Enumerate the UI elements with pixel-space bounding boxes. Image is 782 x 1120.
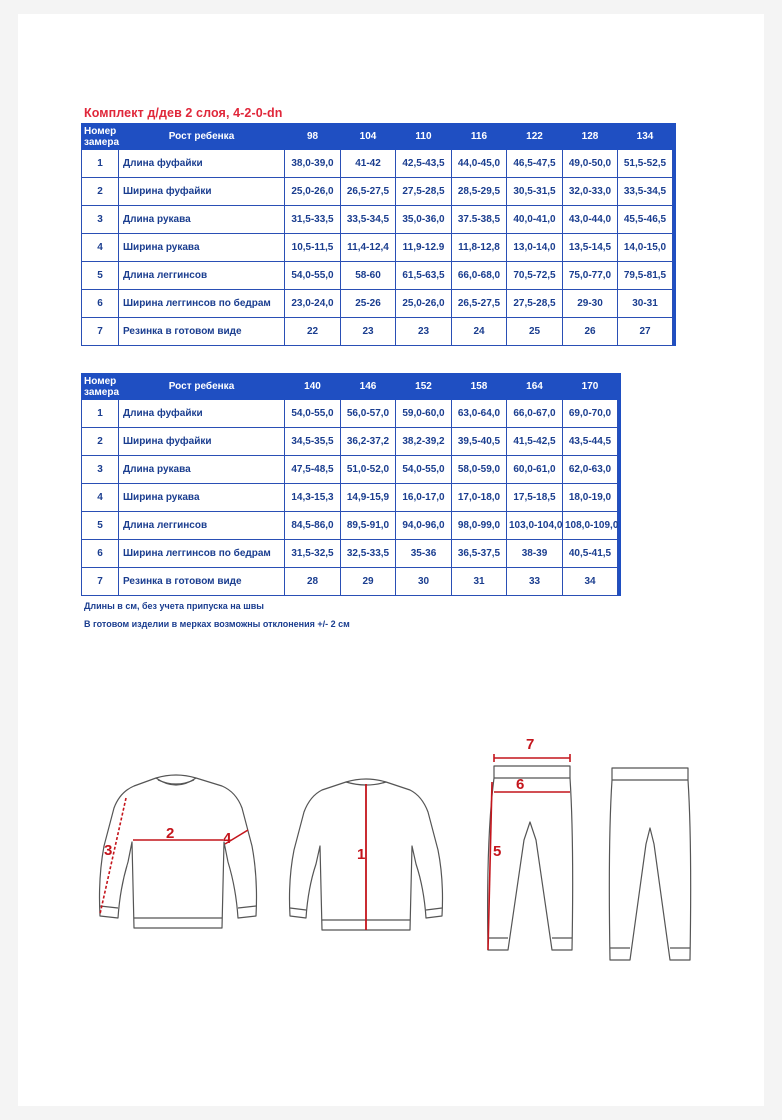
measure-value: 17,5-18,5 [507, 484, 563, 512]
measure-value: 38-39 [507, 540, 563, 568]
size-table-2 [81, 373, 621, 596]
measure-value: 14,3-15,3 [285, 484, 341, 512]
measure-value: 98,0-99,0 [452, 512, 507, 540]
measure-value: 84,5-86,0 [285, 512, 341, 540]
measure-value: 32,0-33,0 [563, 178, 618, 206]
measure-label-1: 1 [357, 846, 366, 863]
measure-value: 39,5-40,5 [452, 428, 507, 456]
measure-name: Длина фуфайки [119, 400, 285, 428]
measure-value: 32,5-33,5 [341, 540, 396, 568]
measure-value: 62,0-63,0 [563, 456, 618, 484]
measure-value: 45,5-46,5 [618, 206, 673, 234]
header-size: 128 [563, 124, 618, 150]
measure-value: 23 [341, 318, 396, 346]
measure-value: 28 [285, 568, 341, 596]
measure-value: 61,5-63,5 [396, 262, 452, 290]
measure-value: 36,2-37,2 [341, 428, 396, 456]
measure-value: 54,0-55,0 [396, 456, 452, 484]
measure-value: 28,5-29,5 [452, 178, 507, 206]
table-edge [673, 150, 676, 178]
measure-name: Резинка в готовом виде [119, 318, 285, 346]
note-units: Длины в см, без учета припуска на швы [84, 601, 264, 611]
measure-value: 26 [563, 318, 618, 346]
measure-number: 1 [82, 150, 119, 178]
table-row [82, 568, 621, 596]
measure-label-3: 3 [104, 842, 113, 859]
measure-number: 6 [82, 540, 119, 568]
product-title: Комплект д/дев 2 слоя, 4-2-0-dn [84, 106, 283, 120]
measure-value: 38,0-39,0 [285, 150, 341, 178]
header-size: 140 [285, 374, 341, 400]
measure-name: Ширина рукава [119, 484, 285, 512]
measure-value: 56,0-57,0 [341, 400, 396, 428]
sweater-back-sketch [282, 774, 450, 936]
measure-value: 79,5-81,5 [618, 262, 673, 290]
measure-number: 2 [82, 178, 119, 206]
note-tolerance: В готовом изделии в мерках возможны отклонения +/- 2 см [84, 619, 350, 629]
size-table-1 [81, 123, 676, 346]
header-measure-number [82, 374, 119, 400]
measure-number: 6 [82, 290, 119, 318]
measure-name: Резинка в готовом виде [119, 568, 285, 596]
measure-value: 30 [396, 568, 452, 596]
measure-name: Ширина фуфайки [119, 178, 285, 206]
measure-value: 46,5-47,5 [507, 150, 563, 178]
measure-label-4: 4 [223, 830, 232, 847]
measure-number: 3 [82, 456, 119, 484]
header-size: 170 [563, 374, 618, 400]
measure-value: 30-31 [618, 290, 673, 318]
measure-value: 27,5-28,5 [396, 178, 452, 206]
table-edge [673, 318, 676, 346]
table-row [82, 484, 621, 512]
measure-value: 60,0-61,0 [507, 456, 563, 484]
table-edge [673, 234, 676, 262]
measure-value: 31 [452, 568, 507, 596]
header-num-line2: замера [84, 136, 120, 148]
measure-label-7: 7 [526, 736, 535, 753]
header-num-line2: замера [84, 386, 120, 398]
table-edge [618, 540, 621, 568]
table-edge [673, 262, 676, 290]
measure-name: Ширина рукава [119, 234, 285, 262]
header-child-height: Рост ребенка [119, 124, 285, 150]
measure-value: 43,5-44,5 [563, 428, 618, 456]
header-size: 116 [452, 124, 507, 150]
measure-value: 27 [618, 318, 673, 346]
measure-value: 24 [452, 318, 507, 346]
measure-label-6: 6 [516, 776, 525, 793]
measure-name: Длина леггинсов [119, 262, 285, 290]
measure-value: 103,0-104,0 [507, 512, 563, 540]
table-edge [673, 178, 676, 206]
table-edge [673, 290, 676, 318]
header-child-height: Рост ребенка [119, 374, 285, 400]
header-num-line1: Номер [84, 375, 117, 387]
table-edge [618, 568, 621, 596]
table-edge [618, 428, 621, 456]
measure-number: 3 [82, 206, 119, 234]
measure-value: 49,0-50,0 [563, 150, 618, 178]
measure-name: Ширина леггинсов по бедрам [119, 540, 285, 568]
measure-number: 5 [82, 512, 119, 540]
table-row [82, 540, 621, 568]
measure-number: 1 [82, 400, 119, 428]
measure-name: Длина рукава [119, 206, 285, 234]
table-edge [618, 456, 621, 484]
measure-number: 4 [82, 234, 119, 262]
measure-name: Ширина леггинсов по бедрам [119, 290, 285, 318]
table-edge [673, 124, 676, 150]
measure-value: 43,0-44,0 [563, 206, 618, 234]
header-size: 164 [507, 374, 563, 400]
measure-value: 69,0-70,0 [563, 400, 618, 428]
measure-value: 33,5-34,5 [618, 178, 673, 206]
measure-value: 108,0-109,0 [563, 512, 618, 540]
measure-value: 16,0-17,0 [396, 484, 452, 512]
measure-value: 25,0-26,0 [285, 178, 341, 206]
measure-number: 4 [82, 484, 119, 512]
header-size: 134 [618, 124, 673, 150]
measure-name: Длина фуфайки [119, 150, 285, 178]
measure-value: 11,8-12,8 [452, 234, 507, 262]
measure-value: 31,5-32,5 [285, 540, 341, 568]
measure-value: 10,5-11,5 [285, 234, 341, 262]
measure-value: 58-60 [341, 262, 396, 290]
measure-name: Ширина фуфайки [119, 428, 285, 456]
measure-label-2: 2 [166, 825, 175, 842]
measure-value: 38,2-39,2 [396, 428, 452, 456]
table-edge [618, 400, 621, 428]
table-row [82, 400, 621, 428]
table-row [82, 206, 676, 234]
header-size: 158 [452, 374, 507, 400]
measure-value: 40,0-41,0 [507, 206, 563, 234]
table-row [82, 318, 676, 346]
measure-value: 22 [285, 318, 341, 346]
table-row [82, 290, 676, 318]
table-row [82, 234, 676, 262]
measure-value: 37.5-38,5 [452, 206, 507, 234]
measure-value: 13,0-14,0 [507, 234, 563, 262]
measure-value: 23 [396, 318, 452, 346]
header-size: 98 [285, 124, 341, 150]
measure-value: 30,5-31,5 [507, 178, 563, 206]
measure-value: 13,5-14,5 [563, 234, 618, 262]
measure-label-5: 5 [493, 843, 502, 860]
measure-value: 70,5-72,5 [507, 262, 563, 290]
table-row [82, 456, 621, 484]
measure-value: 25,0-26,0 [396, 290, 452, 318]
measure-value: 42,5-43,5 [396, 150, 452, 178]
measure-number: 7 [82, 568, 119, 596]
leggings-back-sketch [602, 764, 698, 964]
measure-value: 59,0-60,0 [396, 400, 452, 428]
table-row [82, 262, 676, 290]
table-edge [618, 484, 621, 512]
measure-value: 35,0-36,0 [396, 206, 452, 234]
table-row [82, 512, 621, 540]
measure-value: 14,9-15,9 [341, 484, 396, 512]
measure-value: 58,0-59,0 [452, 456, 507, 484]
measure-value: 25-26 [341, 290, 396, 318]
measure-value: 44,0-45,0 [452, 150, 507, 178]
measure-value: 29-30 [563, 290, 618, 318]
table-row [82, 428, 621, 456]
measure-value: 47,5-48,5 [285, 456, 341, 484]
header-measure-number [82, 124, 119, 150]
measure-number: 5 [82, 262, 119, 290]
header-size: 152 [396, 374, 452, 400]
measure-number: 7 [82, 318, 119, 346]
measure-value: 29 [341, 568, 396, 596]
measure-value: 51,5-52,5 [618, 150, 673, 178]
measure-value: 27,5-28,5 [507, 290, 563, 318]
header-size: 104 [341, 124, 396, 150]
measure-value: 17,0-18,0 [452, 484, 507, 512]
measure-number: 2 [82, 428, 119, 456]
measure-value: 35-36 [396, 540, 452, 568]
measure-value: 11,4-12,4 [341, 234, 396, 262]
table-edge [618, 374, 621, 400]
measure-value: 63,0-64,0 [452, 400, 507, 428]
measure-name: Длина леггинсов [119, 512, 285, 540]
measure-value: 34 [563, 568, 618, 596]
measure-value: 33 [507, 568, 563, 596]
measure-value: 51,0-52,0 [341, 456, 396, 484]
measure-value: 26,5-27,5 [341, 178, 396, 206]
measure-value: 25 [507, 318, 563, 346]
measure-value: 54,0-55,0 [285, 262, 341, 290]
measure-value: 54,0-55,0 [285, 400, 341, 428]
header-num-line1: Номер [84, 125, 117, 137]
sweater-front-sketch [86, 768, 266, 938]
measure-name: Длина рукава [119, 456, 285, 484]
measure-value: 33,5-34,5 [341, 206, 396, 234]
table-row [82, 178, 676, 206]
header-size: 122 [507, 124, 563, 150]
table-edge [673, 206, 676, 234]
measure-value: 23,0-24,0 [285, 290, 341, 318]
measure-value: 11,9-12.9 [396, 234, 452, 262]
measure-value: 94,0-96,0 [396, 512, 452, 540]
measure-value: 66,0-68,0 [452, 262, 507, 290]
measure-value: 66,0-67,0 [507, 400, 563, 428]
measure-value: 18,0-19,0 [563, 484, 618, 512]
header-size: 110 [396, 124, 452, 150]
table-row [82, 150, 676, 178]
measure-value: 36,5-37,5 [452, 540, 507, 568]
measure-value: 41-42 [341, 150, 396, 178]
measure-value: 75,0-77,0 [563, 262, 618, 290]
measure-value: 34,5-35,5 [285, 428, 341, 456]
measure-value: 26,5-27,5 [452, 290, 507, 318]
measure-value: 31,5-33,5 [285, 206, 341, 234]
measure-value: 89,5-91,0 [341, 512, 396, 540]
measure-value: 14,0-15,0 [618, 234, 673, 262]
measure-value: 40,5-41,5 [563, 540, 618, 568]
measure-value: 41,5-42,5 [507, 428, 563, 456]
header-size: 146 [341, 374, 396, 400]
